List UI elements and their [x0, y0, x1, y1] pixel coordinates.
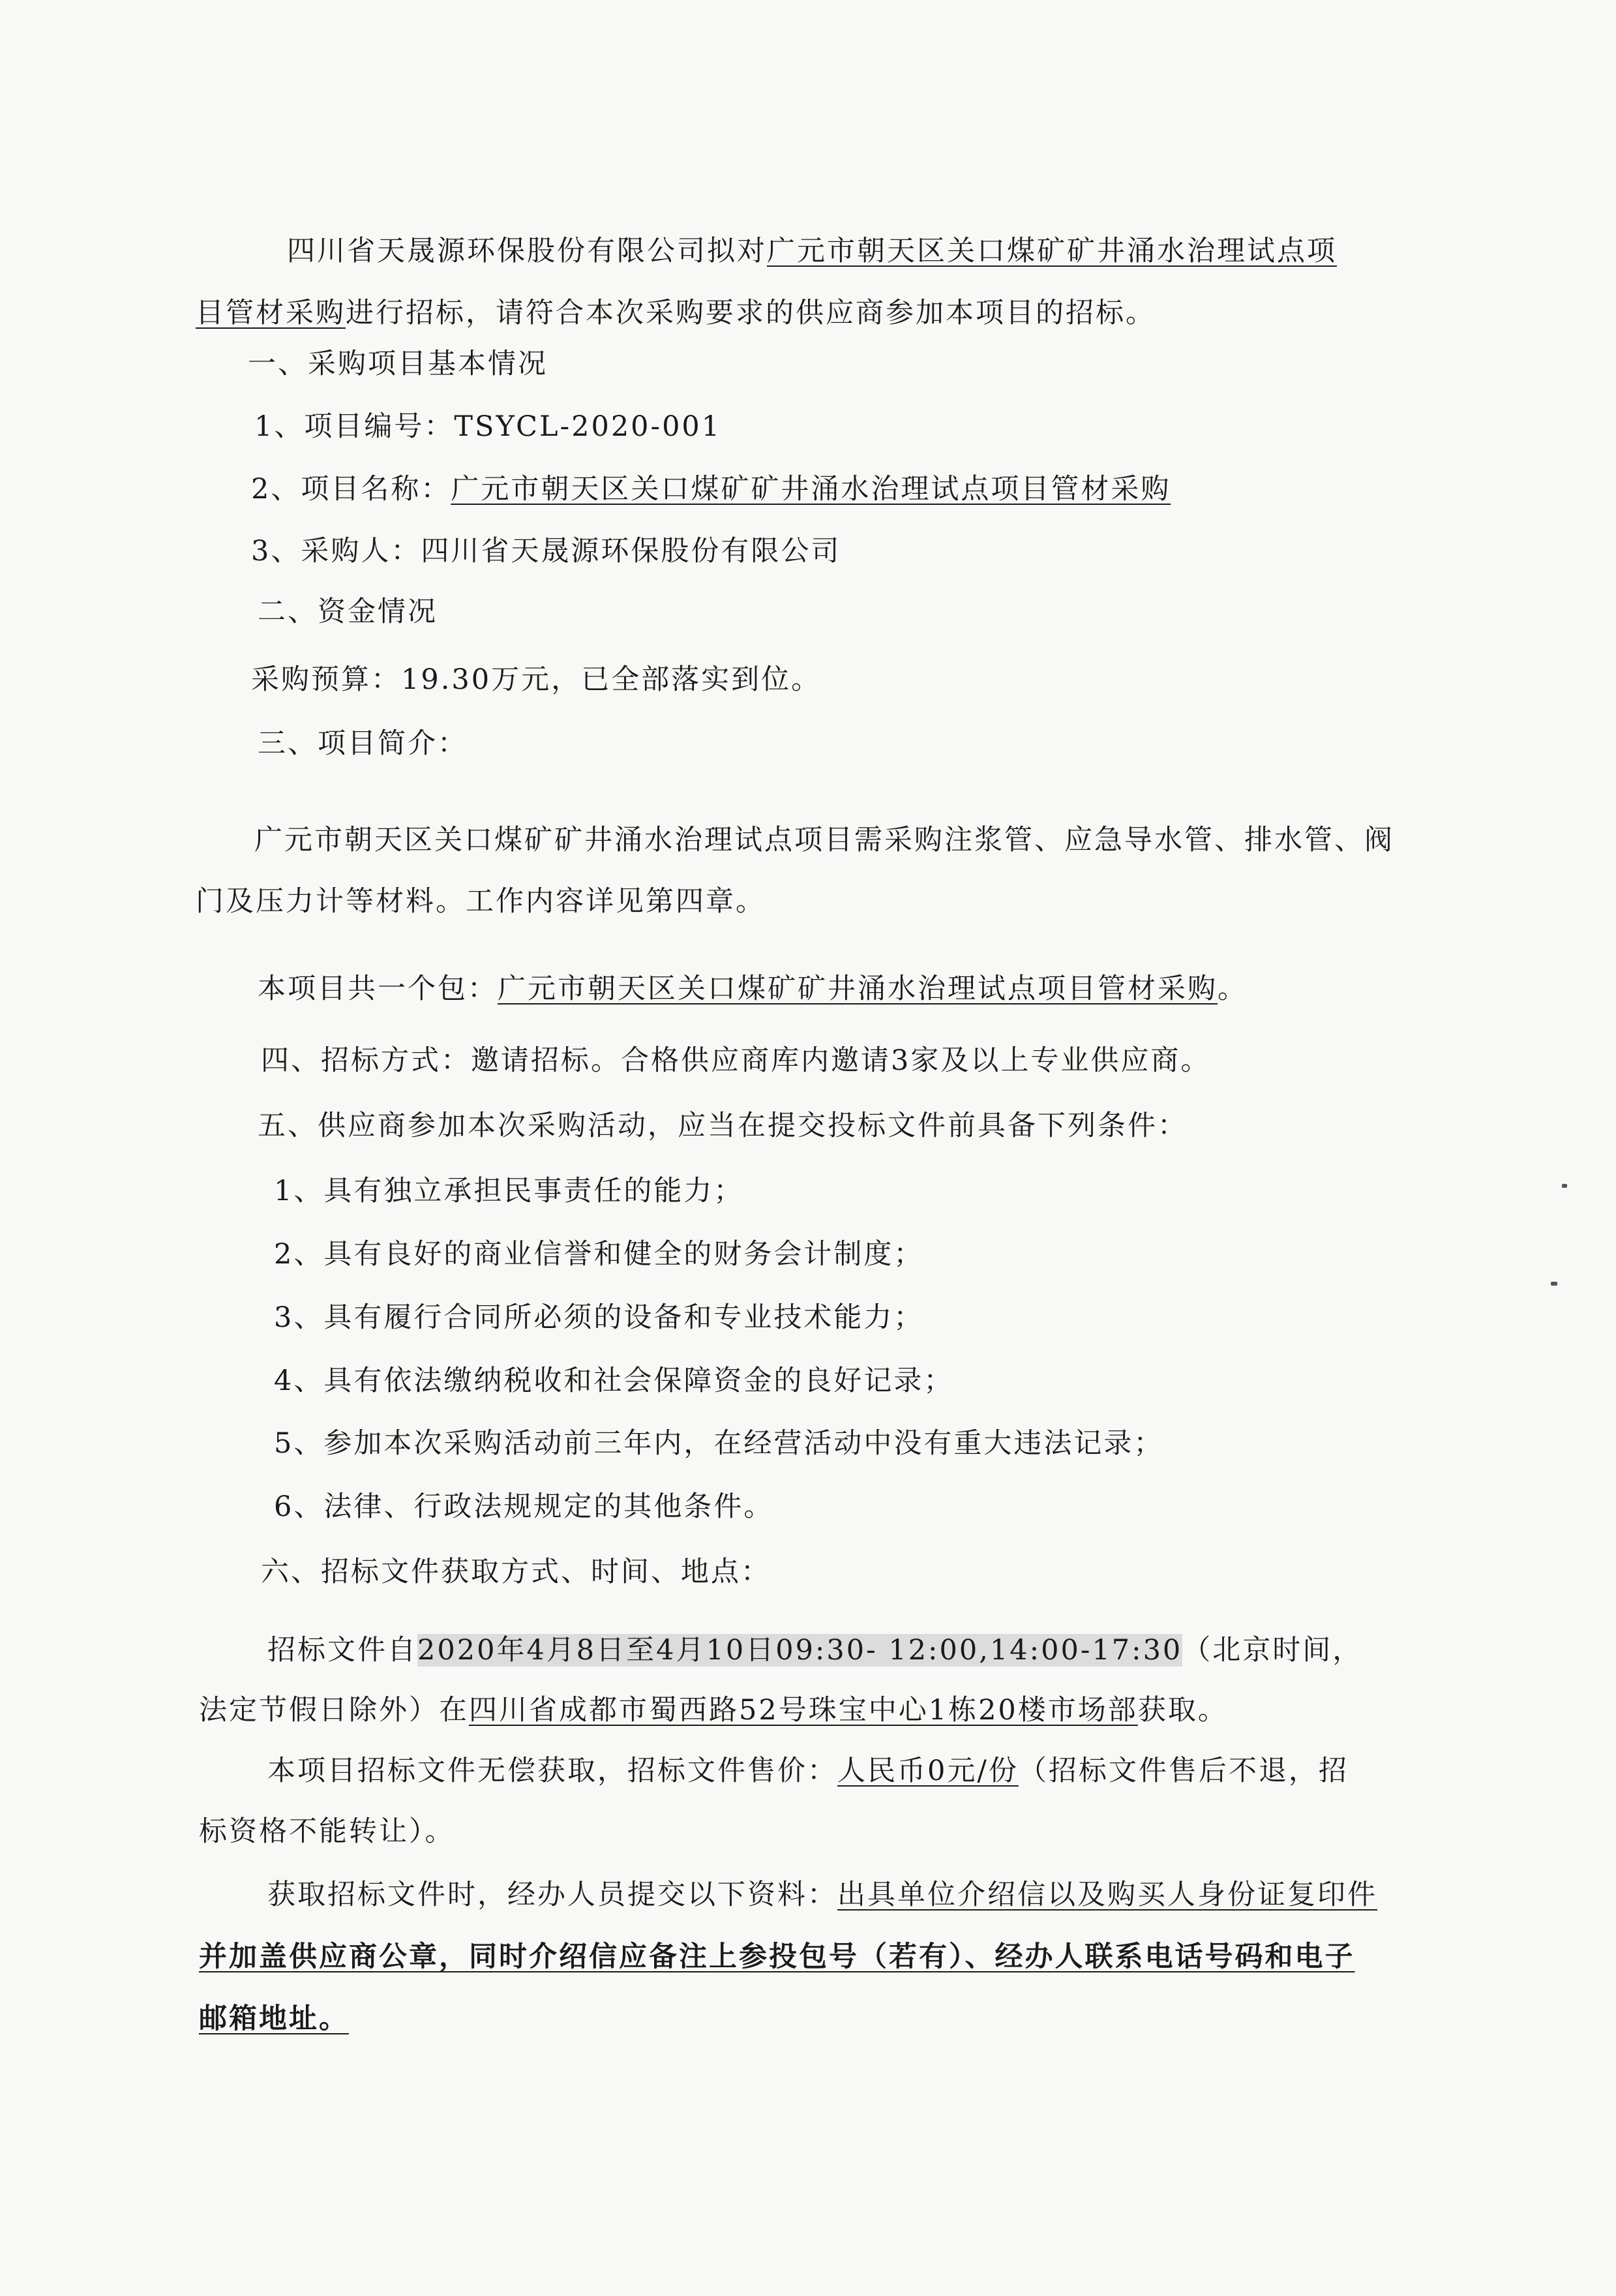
project-number: 1、项目编号：TSYCL-2020-001	[254, 410, 722, 443]
package-line	[258, 969, 1248, 1008]
scan-speck	[1562, 1184, 1567, 1188]
price-line-2: 标资格不能转让）。	[199, 1815, 455, 1848]
project-desc-line-1: 广元市朝天区关口煤矿矿井涌水治理试点项目需采购注浆管、应急导水管、排水管、阀	[254, 824, 1394, 856]
section-4-heading: 四、招标方式：邀请招标。合格供应商库内邀请3家及以上专业供应商。	[261, 1044, 1211, 1077]
project-name-underlined: 广元市朝天区关口煤矿矿井涌水治理试点项	[767, 235, 1337, 267]
price-label: 本项目招标文件无偿获取，招标文件售价：	[267, 1755, 837, 1787]
obtain-address: 四川省成都市蜀西路52号珠宝中心1栋20楼市场部	[469, 1694, 1138, 1727]
obtain-time-prefix: 招标文件自	[267, 1634, 417, 1667]
condition-item: 4、具有依法缴纳税收和社会保障资金的良好记录；	[274, 1365, 954, 1397]
price-line	[267, 1751, 1349, 1790]
budget-line: 采购预算：19.30万元，已全部落实到位。	[251, 663, 822, 696]
obtain-place-prefix: 法定节假日除外）在	[199, 1694, 469, 1727]
package-label: 本项目共一个包：	[258, 973, 498, 1005]
scan-speck	[1551, 1282, 1557, 1286]
price-value: 人民币0元/份	[837, 1755, 1019, 1787]
purchaser-line: 3、采购人：四川省天晟源环保股份有限公司	[251, 535, 841, 567]
project-name-line	[251, 470, 1171, 509]
section-1-heading: 一、采购项目基本情况	[248, 348, 548, 380]
price-suffix: （招标文件售后不退，招	[1018, 1755, 1349, 1787]
materials-line-2: 并加盖供应商公章，同时介绍信应备注上参投包号（若有）、经办人联系电话号码和电子	[199, 1941, 1355, 1973]
obtain-time-line	[267, 1631, 1362, 1670]
project-name-label: 2、项目名称：	[251, 473, 451, 506]
materials-value: 出具单位介绍信以及购买人身份证复印件	[837, 1879, 1377, 1911]
materials-line-1	[267, 1875, 1377, 1914]
section-3-heading: 三、项目简介：	[258, 727, 468, 760]
obtain-time-suffix: （北京时间，	[1182, 1634, 1363, 1667]
condition-item: 3、具有履行合同所必须的设备和专业技术能力；	[274, 1301, 924, 1334]
condition-item: 2、具有良好的商业信誉和健全的财务会计制度；	[274, 1238, 924, 1271]
condition-item: 1、具有独立承担民事责任的能力；	[274, 1175, 744, 1207]
section-6-heading: 六、招标文件获取方式、时间、地点：	[261, 1556, 771, 1588]
intro-line-2	[196, 294, 1156, 333]
project-desc-line-2: 门及压力计等材料。工作内容详见第四章。	[196, 885, 766, 918]
project-name-value: 广元市朝天区关口煤矿矿井涌水治理试点项目管材采购	[451, 473, 1171, 506]
condition-item: 6、法律、行政法规规定的其他条件。	[274, 1490, 774, 1523]
intro-text: 四川省天晟源环保股份有限公司拟对	[287, 235, 767, 267]
intro-text-cont: 进行招标，请符合本次采购要求的供应商参加本项目的招标。	[346, 297, 1156, 329]
project-name-underlined-cont: 目管材采购	[196, 297, 346, 329]
package-value: 广元市朝天区关口煤矿矿井涌水治理试点项目管材采购	[498, 973, 1218, 1005]
condition-item: 5、参加本次采购活动前三年内，在经营活动中没有重大违法记录；	[274, 1427, 1164, 1460]
materials-line-3: 邮箱地址。	[199, 2002, 349, 2035]
section-5-heading: 五、供应商参加本次采购活动，应当在提交投标文件前具备下列条件：	[258, 1110, 1188, 1142]
package-end: 。	[1218, 973, 1248, 1005]
section-2-heading: 二、资金情况	[258, 596, 438, 628]
obtain-time-value: 2020年4月8日至4月10日09:30- 12:00,14:00-17:30	[417, 1634, 1183, 1667]
materials-label: 获取招标文件时，经办人员提交以下资料：	[267, 1879, 837, 1911]
obtain-place-line	[199, 1691, 1228, 1730]
obtain-place-suffix: 获取。	[1137, 1694, 1228, 1727]
intro-line-1	[287, 232, 1337, 271]
